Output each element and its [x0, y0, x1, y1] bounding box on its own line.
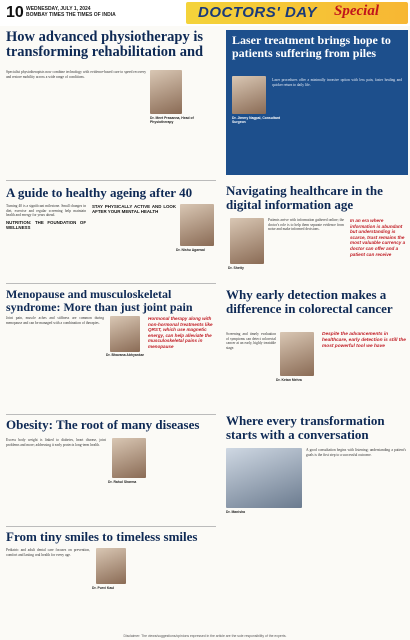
laser-body-text: Laser procedures offer a minimally invasive option with less pain, faster healing and quicker return to daily life.	[272, 78, 402, 87]
physio-headline: How advanced physiotherapy is transforming rehabilitation and	[6, 29, 204, 61]
digital-pull-quote: In an era where information is abundant but understanding is scarce, trust remains the most valuable currency a doctor can offer and a patient can receive	[350, 218, 406, 257]
fifty-doctor-photo	[180, 204, 214, 246]
colorectal-pull-quote: Despite the advancements in healthcare, early detection is still the most powerful tool we have	[322, 332, 406, 349]
fifty-subhead-activity: STAY PHYSICALLY ACTIVE AND LOOK AFTER YOUR MENTAL HEALTH	[92, 204, 176, 214]
conversation-caption: Dr. Manisha	[226, 510, 246, 514]
obesity-doctor-photo	[112, 438, 146, 478]
fifty-headline: A guide to healthy ageing after 40	[6, 185, 193, 200]
divider	[6, 283, 216, 284]
obesity-caption: Dr. Rahul Sharma	[108, 480, 137, 484]
fifty-body-text: Turning 40 is a significant milestone. Small changes in diet, exercise and regular screening help maintain health and energy for years ahead.	[6, 204, 86, 218]
colorectal-body-text: Screening and timely evaluation of symptoms can detect colorectal cancer at an early, highly treatable stage.	[226, 332, 276, 350]
paper-name: BOMBAY TIMES THE TIMES OF INDIA	[26, 12, 116, 18]
colorectal-doctor-photo	[280, 332, 314, 376]
divider	[6, 180, 216, 181]
laser-body	[272, 78, 402, 170]
menopause-pull-quote: Hormonal therapy along with non-hormonal treatments like QRST, which use magnetic energy, can help alleviate the musculoskeletal pains in menopause	[148, 316, 213, 349]
date-line	[26, 6, 116, 18]
physio-caption: Dr. Meet Prasanna, Head of Physiotherapy	[150, 116, 194, 124]
date-text: WEDNESDAY, JULY 1, 2024	[26, 6, 91, 12]
fifty-body	[6, 204, 86, 280]
smiles-caption: Dr. Purvi Kaul	[92, 586, 115, 590]
menopause-body	[6, 316, 104, 410]
banner-title: DOCTORS' DAY	[198, 4, 318, 21]
smiles-body-text: Pediatric and adult dental care focuses on prevention, comfort and lasting oral health for every age.	[6, 548, 90, 557]
digital-body-text: Patients arrive with information gathered online; the doctor's role is to help them separate evidence from noise and make informed decisions.	[268, 218, 344, 232]
physio-body	[6, 70, 146, 170]
digital-caption: Dr. Shetty	[228, 266, 244, 270]
menopause-headline: Menopause and musculoskeletal syndrome: More than just joint pain	[6, 287, 193, 314]
digital-body	[268, 218, 344, 280]
colorectal-caption: Dr. Ketan Mehra	[276, 378, 302, 382]
physio-body-text: Specialist physiotherapists now combine technology with evidence-based care to speed recovery and restore mobility across a wide range of conditions.	[6, 70, 146, 79]
divider	[6, 414, 216, 415]
smiles-body	[6, 548, 90, 628]
conversation-doctor-photo	[226, 448, 302, 508]
footer-disclaimer: Disclaimer: The views/suggestions/opinions expressed in the article are the sole responsibility of the experts.	[123, 634, 287, 638]
colorectal-headline: Why early detection makes a difference in colorectal cancer	[226, 287, 393, 316]
menopause-doctor-photo	[110, 316, 140, 352]
obesity-body-text: Excess body weight is linked to diabetes, heart disease, joint problems and more; addressing it early protects long-term health.	[6, 438, 106, 447]
fifty-caption: Dr. Nishu Agarwal	[176, 248, 205, 252]
laser-doctor-photo	[232, 76, 266, 114]
laser-headline: Laser treatment brings hope to patients suffering from piles	[232, 33, 391, 60]
laser-caption: Dr. Jimmy Nagpal, Consultant Surgeon	[232, 116, 281, 124]
divider	[6, 526, 216, 527]
physio-doctor-photo	[150, 70, 182, 114]
menopause-caption: Dr. Bhavana Abhyankar	[106, 353, 144, 357]
conversation-body-text: A good consultation begins with listening; understanding a patient's goals is the first step to a successful outcome.	[306, 448, 406, 457]
digital-headline: Navigating healthcare in the digital information age	[226, 183, 383, 212]
conversation-headline: Where every transformation starts with a conversation	[226, 413, 385, 442]
obesity-body	[6, 438, 106, 524]
fifty-body-2	[92, 204, 176, 280]
smiles-doctor-photo	[96, 548, 126, 584]
banner-special: Special	[334, 3, 379, 19]
digital-doctor-photo	[230, 218, 264, 264]
obesity-headline: Obesity: The root of many diseases	[6, 417, 200, 432]
fifty-subhead-nutrition: NUTRITION: THE FOUNDATION OF WELLNESS	[6, 219, 86, 230]
colorectal-body	[226, 332, 276, 410]
page-number: 10	[6, 4, 24, 21]
smiles-headline: From tiny smiles to timeless smiles	[6, 529, 198, 544]
conversation-body	[306, 448, 406, 618]
menopause-body-text: Joint pain, muscle aches and stiffness are common during menopause and can be managed with a combination of therapies.	[6, 316, 104, 325]
